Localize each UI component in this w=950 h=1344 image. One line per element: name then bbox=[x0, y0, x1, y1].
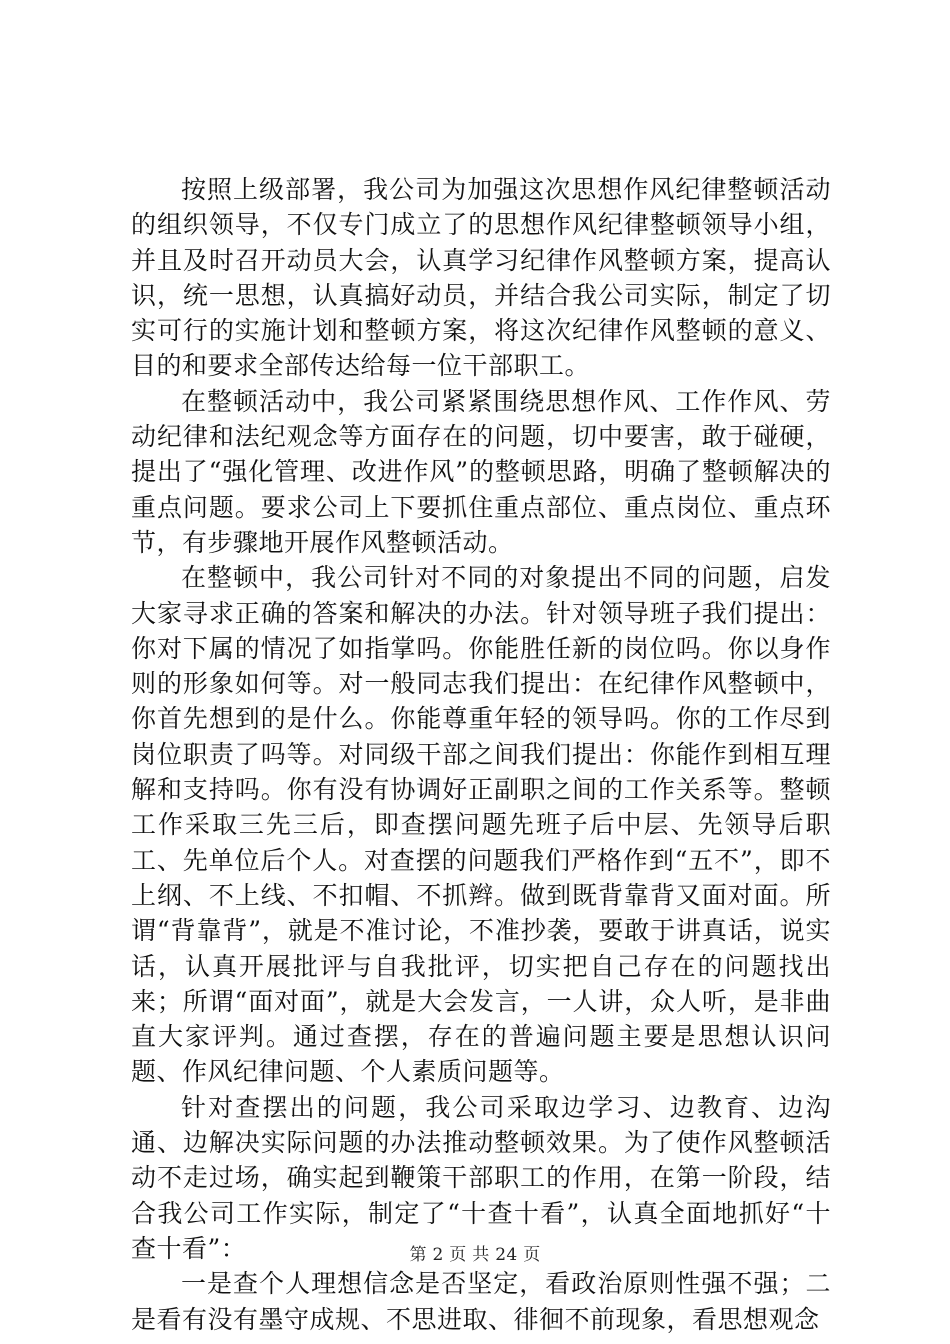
paragraph-4: 针对查摆出的问题，我公司采取边学习、边教育、边沟通、边解决实际问题的办法推动整顿效果。为了使作风整顿活动不走过场，确实起到鞭策干部职工的作用，在第一阶段，结合我公司工作实际，制定了“十查十看”，认真全面地抓好“十查十看”： bbox=[131, 1092, 831, 1263]
paragraph-3: 在整顿中，我公司针对不同的对象提出不同的问题，启发大家寻求正确的答案和解决的办法。针对领导班子我们提出：你对下属的情况了如指掌吗。你能胜任新的岗位吗。你以身作则的形象如何等。对一般同志我们提出：在纪律作风整顿中，你首先想到的是什么。你能尊重年轻的领导吗。你的工作尽到岗位职责了吗等。对同级干部之间我们提出：你能作到相互理解和支持吗。你有没有协调好正副职之间的工作关系等。整顿工作采取三先三后，即查摆问题先班子后中层、先领导后职工、先单位后个人。对查摆的问题我们严格作到“五不”，即不上纲、不上线、不扣帽、不抓辫。做到既背靠背又面对面。所谓“背靠背”，就是不准讨论，不准抄袭，要敢于讲真话，说实话，认真开展批评与自我批评，切实把自己存在的问题找出来；所谓“面对面”，就是大会发言，一人讲，众人听，是非曲直大家评判。通过查摆，存在的普遍问题主要是思想认识问题、作风纪律问题、个人素质问题等。 bbox=[131, 563, 831, 1087]
document-body bbox=[131, 172, 831, 1337]
paragraph-5: 一是查个人理想信念是否坚定，看政治原则性强不强；二是看有没有墨守成规、不思进取、徘徊不前现象，看思想观念 bbox=[131, 1269, 831, 1334]
paragraph-1: 按照上级部署，我公司为加强这次思想作风纪律整顿活动的组织领导，不仅专门成立了的思想作风纪律整顿领导小组，并且及时召开动员大会，认真学习纪律作风整顿方案，提高认识，统一思想，认真搞好动员，并结合我公司实际，制定了切实可行的实施计划和整顿方案，将这次纪律作风整顿的意义、目的和要求全部传达给每一位干部职工。 bbox=[131, 175, 831, 381]
page-number-footer: 第 2 页 共 24 页 bbox=[409, 1245, 541, 1265]
paragraph-2: 在整顿活动中，我公司紧紧围绕思想作风、工作作风、劳动纪律和法纪观念等方面存在的问题，切中要害，敢于碰硬，提出了“强化管理、改进作风”的整顿思路，明确了整顿解决的重点问题。要求公司上下要抓住重点部位、重点岗位、重点环节，有步骤地开展作风整顿活动。 bbox=[131, 386, 831, 557]
